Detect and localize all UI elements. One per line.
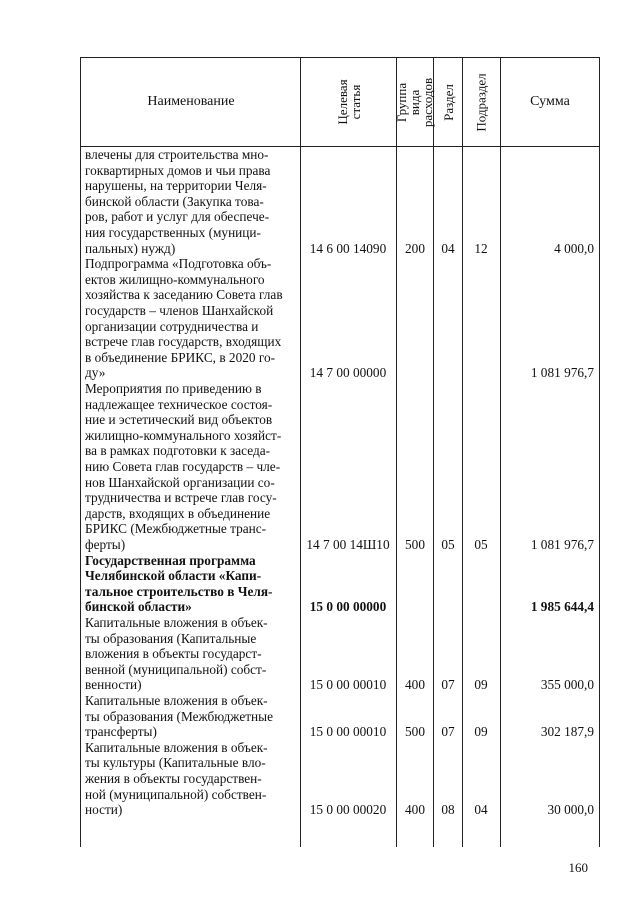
column-divider (500, 57, 501, 847)
description-line: ферты) (85, 536, 126, 552)
description-line: ду» (85, 365, 106, 381)
column-divider (396, 57, 397, 847)
row-expense-group: 500 (405, 537, 425, 552)
description-line: хозяйства к заседанию Совета глав (85, 287, 283, 303)
row-sum: 1 081 976,7 (530, 537, 594, 552)
description-line: ние и эстетический вид объектов (85, 412, 273, 428)
row-description (85, 147, 295, 256)
description-line: Мероприятия по приведению в (85, 381, 262, 396)
row-subsection: 05 (474, 537, 488, 552)
row-target-article: 15 0 00 00010 (309, 677, 387, 693)
page-number: 160 (568, 860, 588, 875)
column-divider (300, 57, 301, 847)
description-line: жилищно-коммунального хозяйст- (85, 427, 282, 443)
description-line: Капитальные вложения в объек- (85, 739, 268, 755)
row-section: 07 (441, 724, 455, 740)
row-target-article: 15 0 00 00020 (309, 802, 387, 818)
header-section (434, 58, 462, 146)
row-description (85, 740, 295, 818)
header-sum: Сумма (530, 94, 570, 109)
description-line: Капитальные вложения в объек- (85, 615, 268, 630)
row-target-article: 14 7 00 00000 (309, 365, 387, 381)
description-line: встрече глав государств, входящих (85, 334, 282, 350)
description-line: надлежащее техническое состоя- (85, 396, 273, 412)
description-line: ты образования (Капитальные (85, 630, 257, 646)
row-section: 08 (441, 802, 455, 818)
description-line: ной (муниципальной) собствен- (85, 786, 267, 802)
description-line: организации сотрудничества и (85, 318, 259, 334)
row-subsection: 09 (474, 677, 488, 693)
header-subsection-label: Подраздел (474, 72, 490, 132)
description-line: ности) (85, 802, 123, 818)
description-line: ты образования (Межбюджетные (85, 708, 273, 724)
row-section: 04 (441, 240, 455, 256)
row-description (85, 256, 295, 381)
row-target-article: 15 0 00 00000 (309, 599, 387, 615)
description-line: венной (муниципальной) собст- (85, 661, 267, 677)
description-line: ров, работ и услуг для обеспече- (85, 209, 270, 225)
header-subsection (463, 58, 500, 146)
row-subsection: 12 (474, 240, 488, 256)
row-sum: 1 081 976,7 (530, 365, 594, 381)
row-section: 07 (441, 677, 455, 693)
header-expense-group-label: Группа вида расходов (394, 77, 436, 127)
description-line: венности) (85, 677, 142, 693)
table-left-border (80, 57, 81, 847)
description-line: бинской области» (85, 599, 192, 615)
description-line: гоквартирных домов и чьи права (85, 162, 271, 178)
row-section: 05 (441, 537, 455, 552)
description-line: бинской области (Закупка това- (85, 193, 264, 209)
description-line: Челябинской области «Капи- (85, 568, 262, 584)
row-expense-group: 200 (405, 240, 425, 256)
row-expense-group: 400 (405, 677, 425, 693)
row-target-article: 14 7 00 14Ш10 (306, 537, 390, 552)
row-expense-group: 500 (405, 724, 425, 740)
description-line: Капитальные вложения в объек- (85, 693, 268, 708)
description-line: БРИКС (Межбюджетные транс- (85, 521, 267, 537)
row-expense-group: 400 (405, 802, 425, 818)
header-section-label: Раздел (440, 83, 456, 121)
header-expense-group (394, 58, 436, 146)
description-line: ектов жилищно-коммунального (85, 271, 265, 287)
table-right-border (599, 57, 600, 847)
description-line: трансферты) (85, 724, 157, 740)
header-name: Наименование (147, 94, 235, 109)
description-line: государств – членов Шанхайской (85, 302, 274, 318)
description-line: нов Шанхайской организации со- (85, 474, 275, 490)
description-line: ва в рамках подготовки к заседа- (85, 443, 271, 459)
header-target-article-label: Целевая статья (334, 79, 363, 125)
row-sum: 302 187,9 (540, 724, 594, 740)
description-line: пальных) нужд) (85, 240, 176, 256)
description-line: дарств, входящих в объединение (85, 505, 271, 521)
row-sum: 1 985 644,4 (530, 599, 594, 615)
description-line: жения в объекты государствен- (85, 770, 262, 786)
header-target-article (301, 58, 396, 146)
row-description (85, 381, 295, 553)
row-sum: 30 000,0 (547, 802, 594, 818)
description-line: нарушены, на территории Челя- (85, 178, 267, 194)
description-line: вложения в объекты государст- (85, 646, 262, 662)
row-sum: 355 000,0 (540, 677, 594, 693)
description-line: Подпрограмма «Подготовка объ- (85, 256, 272, 272)
description-line: тальное строительство в Челя- (85, 583, 273, 599)
row-subsection: 04 (474, 802, 488, 818)
description-line: трудничества и встрече глав госу- (85, 490, 277, 506)
row-sum: 4 000,0 (554, 240, 594, 256)
description-line: Государственная программа (85, 552, 256, 568)
row-target-article: 14 6 00 14090 (309, 240, 387, 256)
description-line: влечены для строительства мно- (85, 147, 269, 162)
row-description (85, 693, 295, 740)
row-description (85, 615, 295, 693)
row-description (85, 553, 295, 615)
description-line: в объединение БРИКС, в 2020 го- (85, 349, 276, 365)
row-target-article: 15 0 00 00010 (309, 724, 387, 740)
row-subsection: 09 (474, 724, 488, 740)
description-line: ния государственных (муници- (85, 224, 261, 240)
description-line: нию Совета глав государств – чле- (85, 458, 281, 474)
description-line: ты культуры (Капитальные вло- (85, 755, 266, 771)
